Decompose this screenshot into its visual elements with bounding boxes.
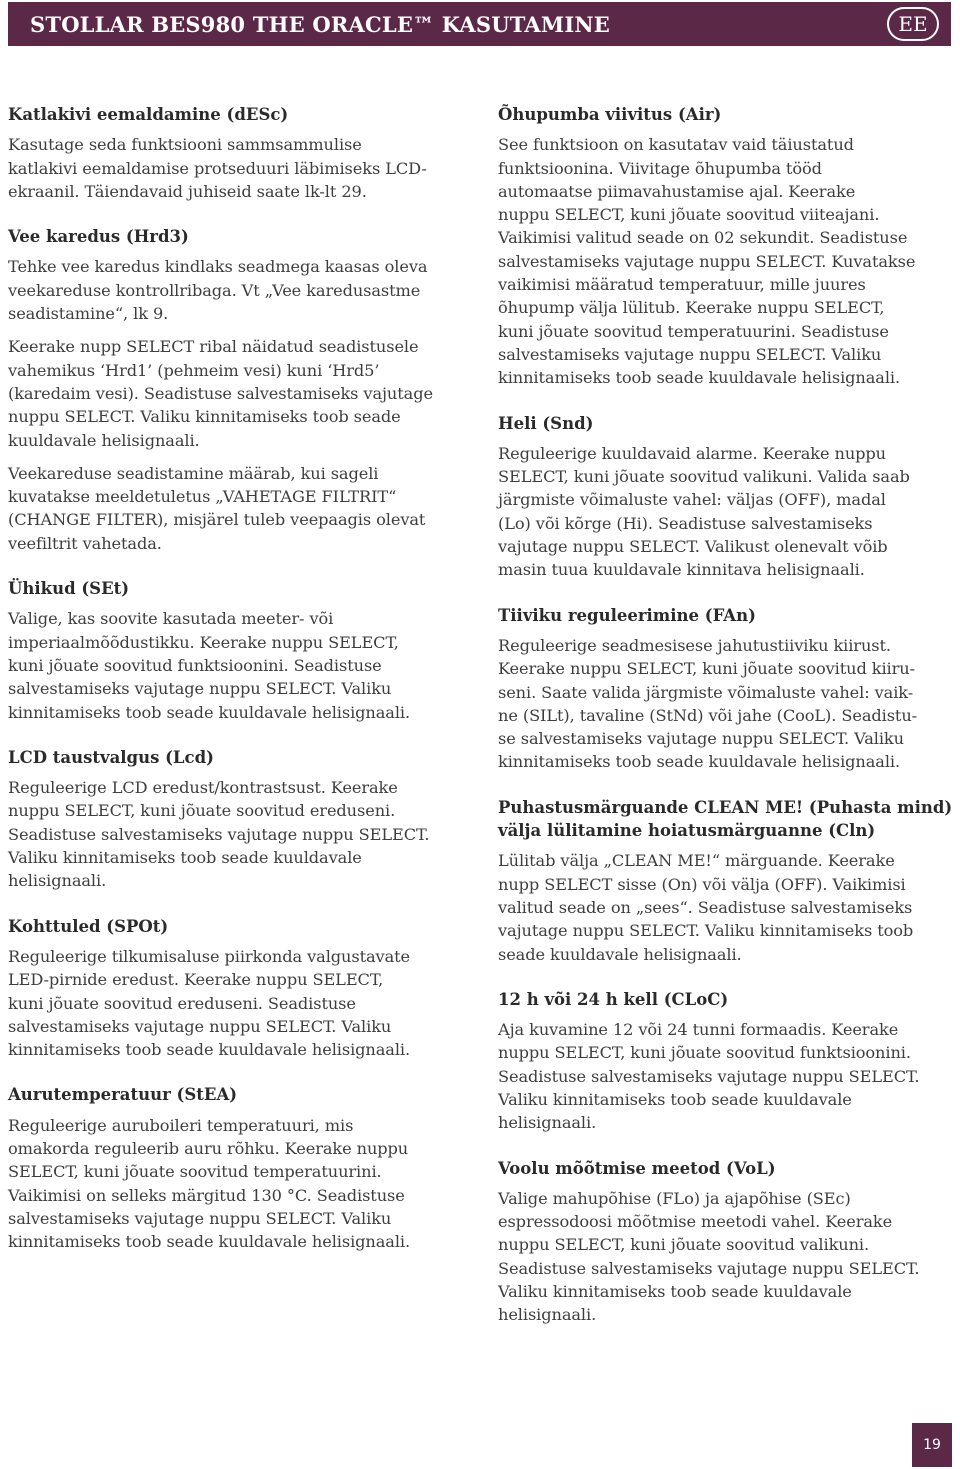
section-descaling bbox=[8, 103, 468, 203]
section-paragraph: Reguleerige auruboileri temperatuuri, mis omakorda reguleerib auru rõhku. Keerake nuppu SELECT, kuni jõuate soovitud temperatuurini. Vaikimisi on selleks märgitud 130 °C. Seadistuse salvestamiseks vajutage nuppu SELECT. Valiku kinnitamiseks toob seade kuuldavale helisignaali. bbox=[8, 1115, 411, 1252]
section-air-pump-delay bbox=[498, 103, 953, 390]
section-heading: Aurutemperatuur (StEA) bbox=[8, 1085, 238, 1105]
section-spotlights bbox=[8, 915, 468, 1062]
section-flow-measurement bbox=[498, 1157, 953, 1327]
section-heading: Katlakivi eemaldamine (dESc) bbox=[8, 105, 289, 124]
right-column bbox=[498, 103, 953, 1327]
left-column bbox=[8, 103, 468, 1253]
section-paragraph: Reguleerige tilkumisaluse piirkonda valgustavate LED-pirnide eredust. Keerake nuppu SELECT, kuni jõuate soovitud ereduseni. Seadistuse salvestamiseks vajutage nuppu SELECT. Valiku kinnitamiseks toob seade kuuldavale helisignaali. bbox=[8, 946, 411, 1060]
section-heading: Õhupumba viivitus (Air) bbox=[498, 105, 722, 124]
section-paragraph: Aja kuvamine 12 või 24 tunni formaadis. Keerake nuppu SELECT, kuni jõuate soovitud funktsioonini. Seadistuse salvestamiseks vajutage nuppu SELECT. Valiku kinnitamiseks toob seade kuuldavale helisignaali. bbox=[498, 1020, 920, 1133]
section-heading: Voolu mõõtmise meetod (VoL) bbox=[498, 1158, 776, 1178]
section-heading: Vee karedus (Hrd3) bbox=[8, 227, 189, 247]
section-units bbox=[8, 577, 468, 724]
section-steam-temperature bbox=[8, 1083, 468, 1253]
section-paragraph: Kasutage seda funktsiooni sammsammulise katlakivi eemaldamise protseduuri läbimiseks LCD- ekraanil. Täiendavaid juhiseid saate lk-lt 29. bbox=[8, 135, 427, 201]
section-paragraph: Reguleerige kuuldavaid alarme. Keerake nuppu SELECT, kuni jõuate soovitud valikuni. Valida saab järgmiste võimaluste vahel: väljas (OFF), madal (Lo) või kõrge (Hi). Seadistuse salvestamiseks vajutage nuppu SELECT. Valikust olenevalt võib masin tuua kuuldavale kinnitava helisignaali. bbox=[498, 443, 910, 580]
section-sound bbox=[498, 412, 953, 582]
section-paragraph: Lülitab välja „CLEAN ME!“ märguande. Keerake nupp SELECT sisse (On) või välja (OFF). Vaikimisi valitud seade on „sees“. Seadistuse salvestamiseks vajutage nuppu SELECT. Valiku kinnitamiseks toob seade kuuldavale helisignaali. bbox=[498, 851, 914, 964]
section-paragraph: Reguleerige LCD eredust/kontrastsust. Keerake nuppu SELECT, kuni jõuate soovitud ereduseni. Seadistuse salvestamiseks vajutage nuppu SELECT. Valiku kinnitamiseks toob seade kuuldavale helisignaali. bbox=[8, 778, 430, 891]
section-paragraph: Valige mahupõhise (FLo) ja ajapõhise (SEc) espressodoosi mõõtmise meetodi vahel. Keerake nuppu SELECT, kuni jõuate soovitud valikuni. Seadistuse salvestamiseks vajutage nuppu SELECT. Valiku kinnitamiseks toob seade kuuldavale helisignaali. bbox=[498, 1188, 920, 1325]
section-lcd-backlight bbox=[8, 746, 468, 893]
section-heading: Heli (Snd) bbox=[498, 413, 594, 433]
section-clean-me-alert bbox=[498, 796, 953, 966]
section-heading: 12 h või 24 h kell (CLoC) bbox=[498, 989, 729, 1009]
page-number: 19 bbox=[912, 1423, 952, 1467]
header-title: STOLLAR BES980 THE ORACLE™ KASUTAMINE bbox=[30, 11, 610, 37]
section-paragraph: Reguleerige seadmesisese jahutustiiviku kiirust. Keerake nuppu SELECT, kuni jõuate soovitud kiiru- seni. Saate valida järgmiste võimaluste vahel: vaik- ne (SILt), tavaline (StNd) või jahe (CooL). Seadistu- se salvestamiseks vajutage nuppu SELECT. Valiku kinnitamiseks toob seade kuuldavale helisignaali. bbox=[498, 635, 918, 772]
section-paragraph: Veekareduse seadistamine määrab, kui sageli kuvatakse meeldetuletus „VAHETAGE FILTRIT“ (CHANGE FILTER), misjärel tuleb veepaagis olevat veefiltrit vahetada. bbox=[8, 463, 426, 553]
section-heading: Kohttuled (SPOt) bbox=[8, 916, 169, 936]
section-heading: Ühikud (SEt) bbox=[8, 579, 130, 599]
section-water-hardness bbox=[8, 225, 468, 555]
section-paragraph: Valige, kas soovite kasutada meeter- või imperiaalmõõdustikku. Keerake nuppu SELECT, kuni jõuate soovitud funktsioonini. Seadistuse salvestamiseks vajutage nuppu SELECT. Valiku kinnitamiseks toob seade kuuldavale helisignaali. bbox=[8, 609, 411, 722]
section-paragraph: Tehke vee karedus kindlaks seadmega kaasas oleva veekareduse kontrollribaga. Vt „Vee karedusastme seadistamine“, lk 9. bbox=[8, 257, 428, 324]
section-paragraph: See funktsioon on kasutatav vaid täiustatud funktsioonina. Viivitage õhupumba tööd automaatse piimavahustamise ajal. Keerake nuppu SELECT, kuni jõuate soovitud viiteajani. Vaikimisi valitud seade on 02 sekundit. Seadistuse salvestamiseks vajutage nuppu SELECT. Kuvatakse vaikimisi määratud temperatuur, mille juures õhupump välja lülitub. Keerake nuppu SELECT, kuni jõuate soovitud temperatuurini. Seadistuse salvestamiseks vajutage nuppu SELECT. Valiku kinnitamiseks toob seade kuuldavale helisignaali. bbox=[498, 135, 916, 388]
language-badge: EE bbox=[887, 7, 939, 41]
section-paragraph: Keerake nupp SELECT ribal näidatud seadistusele vahemikus ‘Hrd1’ (pehmeim vesi) kuni ‘Hrd5’ (karedaim vesi). Seadistuse salvestamiseks vajutage nuppu SELECT. Valiku kinnitamiseks toob seade kuuldavale helisignaali. bbox=[8, 337, 433, 450]
section-clock bbox=[498, 988, 953, 1135]
section-heading: Tiiviku reguleerimine (FAn) bbox=[498, 605, 756, 625]
page-header bbox=[8, 2, 951, 46]
section-heading: LCD taustvalgus (Lcd) bbox=[8, 747, 214, 767]
section-heading: Puhastusmärguande CLEAN ME! (Puhasta mind) välja lülitamine hoiatusmärguanne (Cln) bbox=[498, 797, 953, 841]
section-fan bbox=[498, 604, 953, 774]
